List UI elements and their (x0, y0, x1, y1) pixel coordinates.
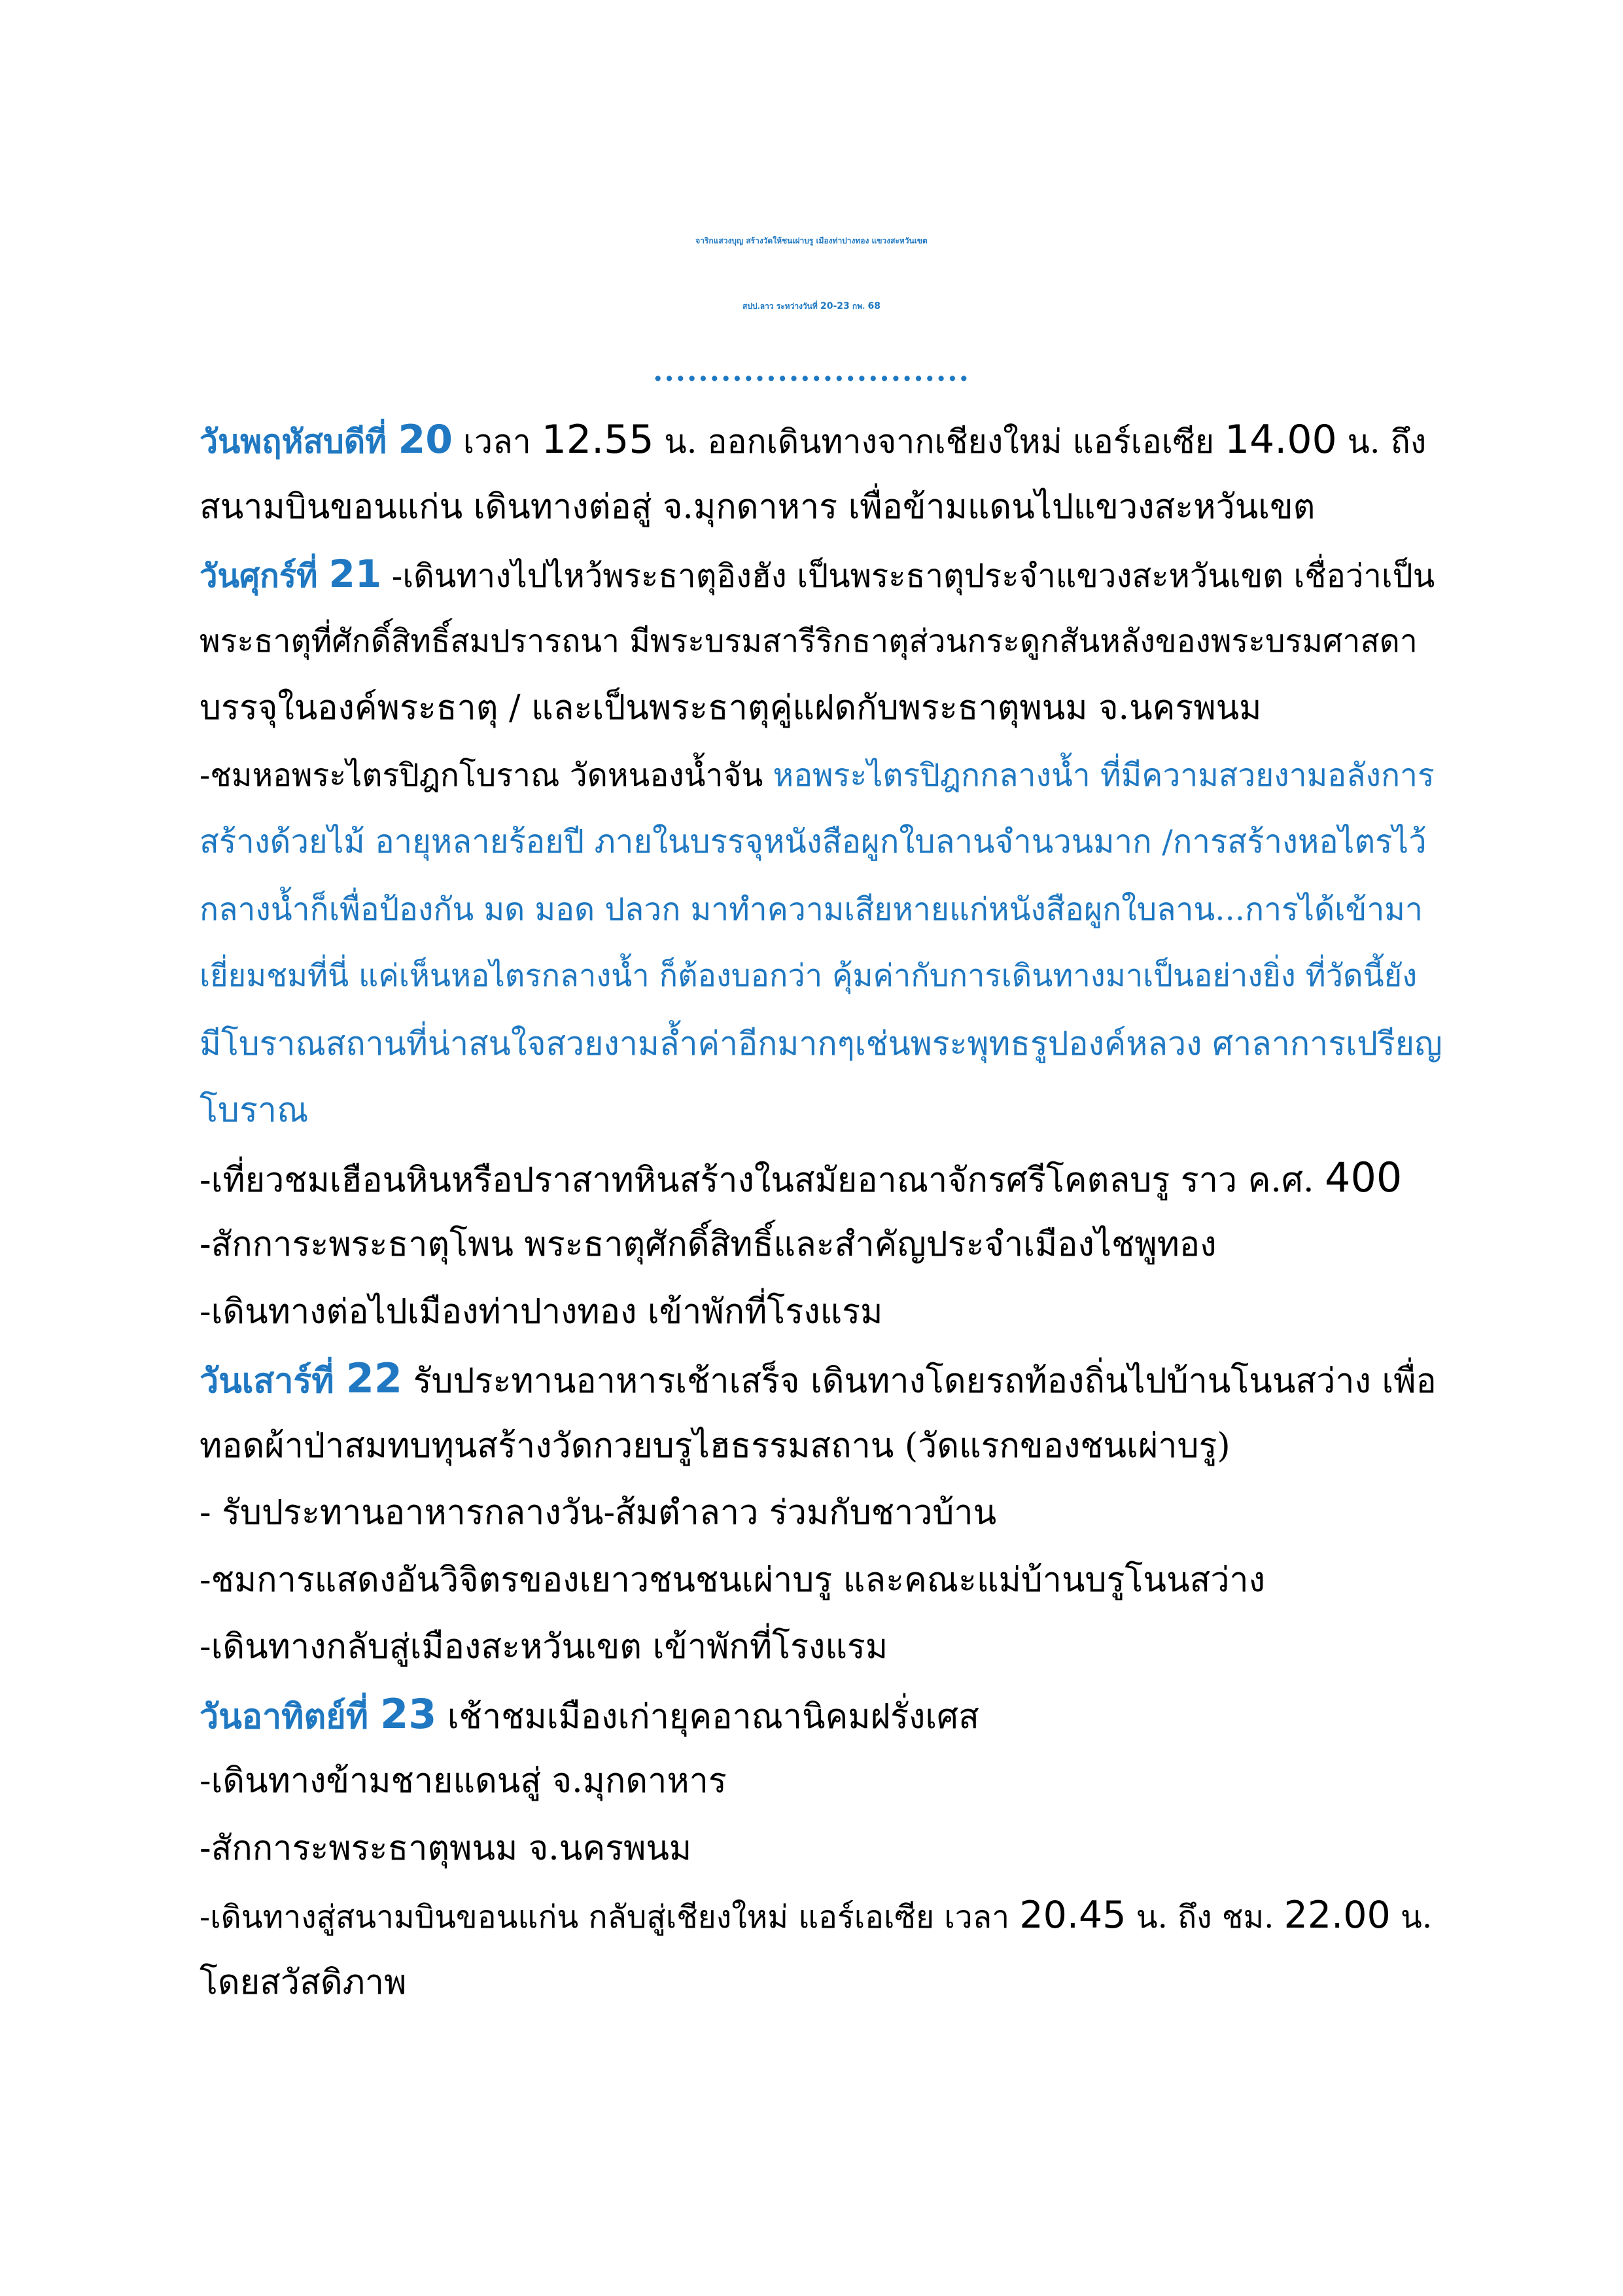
year-number: 400 (1325, 1153, 1403, 1201)
day23-line-3: -สักการะพระธาตุพนม จ.นครพนม (200, 1828, 692, 1868)
day22-line-4: -ชมการแสดงอันวิจิตรของเยาวชนชนเผ่าบรู และคณะแม่บ้านบรูโนนสว่าง (200, 1560, 1266, 1600)
day21-line-9: โบราณ (200, 1091, 309, 1130)
highlight-text: หอพระไตรปิฎกกลางน้ำ ที่มีความสวยงามอลังการ (773, 756, 1435, 794)
day21-line-8: มีโบราณสถานที่น่าสนใจสวยงามล้ำค่าอีกมากๆเช่นพระพุทธรูปองค์หลวง ศาลาการเปรียญ (200, 1024, 1442, 1063)
day21-heading: วันศุกร์ที่ 21 (200, 552, 382, 596)
document-title (0, 208, 1623, 404)
day20-line-2: สนามบินขอนแก่น เดินทางต่อสู่ จ.มุกดาหาร เพื่อข้ามแดนไปแขวงสะหวันเขต (200, 487, 1316, 527)
day23-line-5: โดยสวัสดิภาพ (200, 1962, 407, 2002)
day21-line-7: เยี่ยมชมที่นี่ แค่เห็นหอไตรกลางน้ำ ก็ต้องบอกว่า คุ้มค่ากับการเดินทางมาเป็นอย่างยิ่ง ที่วัดนี้ยัง (200, 958, 1418, 994)
day21-line-1: วันศุกร์ที่ 21 -เดินทางไปไหว้พระธาตุอิงฮัง เป็นพระธาตุประจำแขวงสะหวันเขต เชื่อว่าเป็น (200, 552, 1435, 596)
title-separator: ............................ (653, 355, 970, 388)
day22-line-1: วันเสาร์ที่ 22 รับประทานอาหารเช้าเสร็จ เดินทางโดยรถท้องถิ่นไปบ้านโนนสว่าง เพื่อ (200, 1354, 1437, 1402)
day21-line-3: บรรจุในองค์พระธาตุ / และเป็นพระธาตุคู่แฝดกับพระธาตุพนม จ.นครพนม (200, 688, 1262, 728)
title-dates: 20-23 (820, 301, 850, 311)
day21-line-5: สร้างด้วยไม้ อายุหลายร้อยปี ภายในบรรจุหนังสือผูกใบลานจำนวนมาก /การสร้างหอไตรไว้ (200, 823, 1427, 860)
day22-line-3: - รับประทานอาหารกลางวัน-ส้มตำลาว ร่วมกับชาวบ้าน (200, 1493, 997, 1532)
day23-line-1: วันอาทิตย์ที่ 23 เช้าชมเมืองเก่ายุคอาณานิคมฝรั่งเศส (200, 1689, 979, 1738)
departure-time: 12.55 (541, 417, 654, 463)
day21-line-10: -เที่ยวชมเฮือนหินหรือปราสาทหินสร้างในสมัยอาณาจักรศรีโคตลบรู ราว ค.ศ. 400 (200, 1153, 1403, 1201)
day23-heading: วันอาทิตย์ที่ 23 (200, 1689, 437, 1738)
itinerary-body (200, 406, 1442, 2016)
day22-line-2: ทอดผ้าป่าสมทบทุนสร้างวัดกวยบรูไฮธรรมสถาน (วัดแรกของชนเผ่าบรู) (200, 1426, 1230, 1466)
day23-line-4: -เดินทางสู่สนามบินขอนแก่น กลับสู่เชียงใหม่ แอร์เอเซีย เวลา 20.45 น. ถึง ชม. 22.00 น. (200, 1894, 1433, 1937)
day20-heading: วันพฤหัสบดีที่ 20 (200, 417, 453, 463)
day21-line-6: กลางน้ำก็เพื่อป้องกัน มด มอด ปลวก มาทำความเสียหายแก่หนังสือผูกใบลาน...การได้เข้ามา (200, 891, 1423, 928)
day21-line-4: -ชมหอพระไตรปิฎกโบราณ วัดหนองน้ำจัน หอพระไตรปิฎกกลางน้ำ ที่มีความสวยงามอลังการ (200, 756, 1435, 794)
day20-line-1: วันพฤหัสบดีที่ 20 เวลา 12.55 น. ออกเดินทางจากเชียงใหม่ แอร์เอเซีย 14.00 น. ถึง (200, 417, 1427, 463)
day21-line-2: พระธาตุที่ศักดิ์สิทธิ์สมปรารถนา มีพระบรมสารีริกธาตุส่วนกระดูกสันหลังของพระบรมศาสดา (200, 622, 1418, 660)
day23-line-2: -เดินทางข้ามชายแดนสู่ จ.มุกดาหาร (200, 1761, 727, 1801)
title-line-1: จาริกแสวงบุญ สร้างวัดให้ชนเผ่าบรู เมืองท่าปางทอง แขวงสะหวันเขต (695, 236, 928, 245)
return-arrival-time: 22.00 (1283, 1894, 1391, 1937)
day21-line-11: -สักการะพระธาตุโพน พระธาตุศักดิ์สิทธิ์และสำคัญประจำเมืองไชพูทอง (200, 1225, 1217, 1264)
day22-heading: วันเสาร์ที่ 22 (200, 1354, 403, 1402)
day22-line-5: -เดินทางกลับสู่เมืองสะหวันเขต เข้าพักที่โรงแรม (200, 1627, 888, 1667)
title-year: 68 (867, 301, 881, 311)
return-departure-time: 20.45 (1019, 1894, 1126, 1937)
title-line-2: สปป.ลาว ระหว่างวันที่ 20-23 กพ. 68 (742, 301, 881, 311)
arrival-time: 14.00 (1224, 417, 1337, 463)
day21-line-12: -เดินทางต่อไปเมืองท่าปางทอง เข้าพักที่โรงแรม (200, 1292, 883, 1332)
